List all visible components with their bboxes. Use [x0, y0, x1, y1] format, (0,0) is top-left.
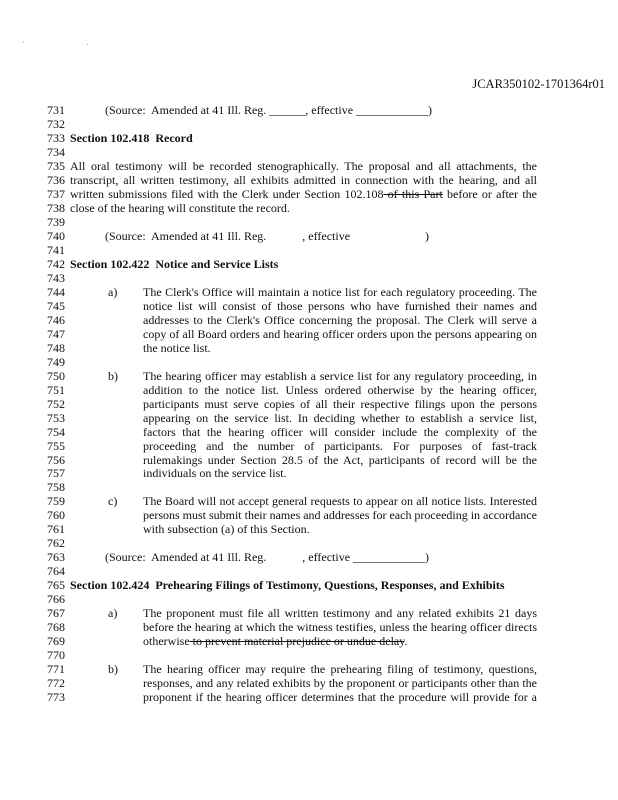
- document-line: [0, 453, 618, 467]
- text-segment: appearing on the service list. In deciding whether to establish a service list,: [143, 410, 537, 425]
- text-segment: (Source: Amended at 41 Ill. Reg. , effective ): [105, 228, 430, 243]
- document-line: [0, 243, 618, 257]
- line-text: [143, 299, 537, 313]
- text-segment: the notice list.: [143, 340, 211, 355]
- line-number: 731: [47, 103, 65, 117]
- line-number: 756: [47, 452, 65, 467]
- corner-marks: · .: [22, 38, 119, 47]
- line-text: [70, 173, 537, 187]
- line-number: 743: [47, 270, 65, 285]
- text-segment: rulemakings under Section 28.5 of the Act, participants of record will be the: [143, 452, 537, 467]
- line-text: [143, 620, 537, 634]
- text-segment: proceeding and the number of participants. For purposes of fast-track: [143, 438, 537, 453]
- document-line: [0, 313, 618, 327]
- line-number: 732: [47, 116, 65, 131]
- document-line: [0, 578, 618, 592]
- document-id: JCAR350102-1701364r01: [472, 77, 605, 91]
- document-line: [0, 103, 618, 117]
- line-number: 734: [47, 144, 65, 159]
- text-segment: (Source: Amended at 41 Ill. Reg. , effective ____________): [105, 550, 430, 565]
- line-number: 765: [47, 578, 65, 593]
- document-line: [0, 299, 618, 313]
- subsection-label: c): [108, 494, 118, 509]
- document-line: [0, 522, 618, 536]
- subsection-label: b): [108, 662, 118, 677]
- document-line: [0, 271, 618, 285]
- text-segment: Section 102.418 Record: [70, 130, 193, 145]
- line-number: 752: [47, 396, 65, 411]
- source-note: [105, 229, 429, 243]
- line-number: 739: [47, 214, 65, 229]
- line-text: [143, 494, 537, 508]
- line-text: [143, 285, 537, 299]
- text-segment: .: [404, 634, 408, 649]
- line-number: 747: [47, 326, 65, 341]
- document-line: [0, 494, 618, 508]
- section-heading: [70, 578, 505, 592]
- text-segment: addition to the notice list. Unless ordered otherwise by the hearing officer,: [143, 382, 537, 397]
- document-line: [0, 550, 618, 564]
- text-segment: otherwise: [143, 634, 190, 649]
- document-line: [0, 676, 618, 690]
- document-line: [0, 145, 618, 159]
- line-number: 751: [47, 382, 65, 397]
- line-number: 750: [47, 368, 65, 383]
- document-line: [0, 536, 618, 550]
- section-heading: [70, 257, 278, 271]
- text-segment: The Clerk's Office will maintain a notice list for each regulatory proceeding. The: [143, 284, 537, 299]
- line-number: 738: [47, 200, 65, 215]
- text-segment: written submissions filed with the Clerk under Section 102.108: [70, 186, 384, 201]
- document-line: [0, 634, 618, 648]
- line-text: [143, 453, 537, 467]
- line-number: 773: [47, 690, 65, 705]
- text-segment: with subsection (a) of this Section.: [143, 522, 310, 537]
- line-text: [143, 411, 537, 425]
- line-text: [143, 397, 537, 411]
- line-number: 759: [47, 494, 65, 509]
- subsection-label: a): [108, 284, 118, 299]
- document-line: [0, 369, 618, 383]
- document-line: [0, 620, 618, 634]
- line-number: 737: [47, 186, 65, 201]
- text-segment: before or after the: [442, 186, 538, 201]
- line-number: 760: [47, 508, 65, 523]
- line-number: 764: [47, 564, 65, 579]
- document-line: [0, 508, 618, 522]
- document-line: [0, 215, 618, 229]
- line-number: 772: [47, 676, 65, 691]
- line-text: [143, 313, 537, 327]
- document-line: [0, 383, 618, 397]
- document-line: [0, 466, 618, 480]
- text-segment: Section 102.424 Prehearing Filings of Testimony, Questions, Responses, and Exhibits: [70, 578, 505, 593]
- line-text: [143, 425, 537, 439]
- line-number: 733: [47, 130, 65, 145]
- line-number: 745: [47, 298, 65, 313]
- document-line: [0, 131, 618, 145]
- line-number: 742: [47, 256, 65, 271]
- line-number: 749: [47, 354, 65, 369]
- text-segment: (Source: Amended at 41 Ill. Reg. ______, effective ____________): [105, 103, 433, 117]
- section-heading: [70, 131, 193, 145]
- text-segment: Section 102.422 Notice and Service Lists: [70, 256, 279, 271]
- document-line: [0, 564, 618, 578]
- document-line: [0, 397, 618, 411]
- line-text: [143, 466, 287, 480]
- text-segment: All oral testimony will be recorded stenographically. The proposal and all attachments, the: [70, 158, 537, 173]
- line-text: [70, 187, 537, 201]
- line-number: 757: [47, 466, 65, 481]
- document-line: [0, 606, 618, 620]
- line-number: 767: [47, 606, 65, 621]
- line-number: 766: [47, 592, 65, 607]
- document-line: [0, 187, 618, 201]
- document-line: [0, 285, 618, 299]
- document-line: [0, 257, 618, 271]
- document-line: [0, 480, 618, 494]
- source-note: [105, 103, 432, 117]
- document-line: [0, 439, 618, 453]
- line-number: 735: [47, 158, 65, 173]
- deleted-text: to prevent material prejudice or undue delay: [189, 634, 405, 649]
- text-segment: The hearing officer may require the prehearing filing of testimony, questions,: [143, 662, 537, 677]
- line-number: 740: [47, 228, 65, 243]
- document-line: [0, 341, 618, 355]
- line-number: 769: [47, 634, 65, 649]
- line-text: [143, 341, 211, 355]
- document-line: [0, 592, 618, 606]
- document-line: [0, 355, 618, 369]
- text-segment: The Board will not accept general requests to appear on all notice lists. Interested: [143, 494, 537, 509]
- deleted-text: of this Part: [383, 186, 443, 201]
- line-number: 763: [47, 550, 65, 565]
- line-text: [70, 201, 290, 215]
- line-number: 754: [47, 424, 65, 439]
- line-text: [143, 662, 537, 676]
- text-segment: persons must submit their names and addresses for each proceeding in accordance: [143, 508, 537, 523]
- text-segment: participants must serve copies of all their respective filings upon the persons: [143, 396, 537, 411]
- line-number: 746: [47, 312, 65, 327]
- text-segment: The proponent must file all written testimony and any related exhibits 21 days: [143, 606, 537, 621]
- line-number: 768: [47, 620, 65, 635]
- line-text: [70, 159, 537, 173]
- text-segment: copy of all Board orders and hearing officer orders upon the persons appearing on: [143, 326, 537, 341]
- line-text: [143, 439, 537, 453]
- line-number: 744: [47, 284, 65, 299]
- text-segment: factors that the hearing officer will consider include the complexity of the: [143, 424, 537, 439]
- line-text: [143, 690, 537, 704]
- text-segment: The hearing officer may establish a service list for any regulatory proceeding, in: [143, 368, 537, 383]
- document-line: [0, 648, 618, 662]
- line-number: 770: [47, 648, 65, 663]
- document-line: [0, 662, 618, 676]
- document-line: [0, 411, 618, 425]
- line-number: 755: [47, 438, 65, 453]
- text-segment: close of the hearing will constitute the record.: [70, 200, 290, 215]
- source-note: [105, 550, 429, 564]
- line-number: 758: [47, 480, 65, 495]
- line-text: [143, 383, 537, 397]
- text-segment: individuals on the service list.: [143, 466, 287, 481]
- document-line: [0, 117, 618, 131]
- line-text: [143, 634, 407, 648]
- line-number: 736: [47, 172, 65, 187]
- line-number: 761: [47, 522, 65, 537]
- text-segment: proponent if the hearing officer determines that the procedure will provide for a: [143, 690, 537, 705]
- line-number: 771: [47, 662, 65, 677]
- document-line: [0, 159, 618, 173]
- line-text: [143, 676, 537, 690]
- subsection-label: a): [108, 606, 118, 621]
- text-segment: responses, and any related exhibits by the proponent or participants other than the: [143, 676, 537, 691]
- document-line: [0, 327, 618, 341]
- line-text: [143, 327, 537, 341]
- text-segment: addresses to the Clerk's Office concerning the proposal. The Clerk will serve a: [143, 312, 537, 327]
- document-line: [0, 425, 618, 439]
- line-number: 762: [47, 536, 65, 551]
- line-text: [143, 508, 537, 522]
- text-segment: before the hearing at which the witness testifies, unless the hearing officer directs: [143, 620, 537, 635]
- line-text: [143, 369, 537, 383]
- line-text: [143, 522, 310, 536]
- text-segment: transcript, all written testimony, all exhibits admitted in connection with the hearing, and all: [70, 172, 537, 187]
- document-line: [0, 690, 618, 704]
- line-number: 753: [47, 410, 65, 425]
- document-line: [0, 173, 618, 187]
- line-number: 748: [47, 340, 65, 355]
- text-segment: notice list will consist of those persons who have furnished their names and: [143, 298, 537, 313]
- document-line: [0, 229, 618, 243]
- document-line: [0, 201, 618, 215]
- line-text: [143, 606, 537, 620]
- subsection-label: b): [108, 368, 118, 383]
- line-number: 741: [47, 242, 65, 257]
